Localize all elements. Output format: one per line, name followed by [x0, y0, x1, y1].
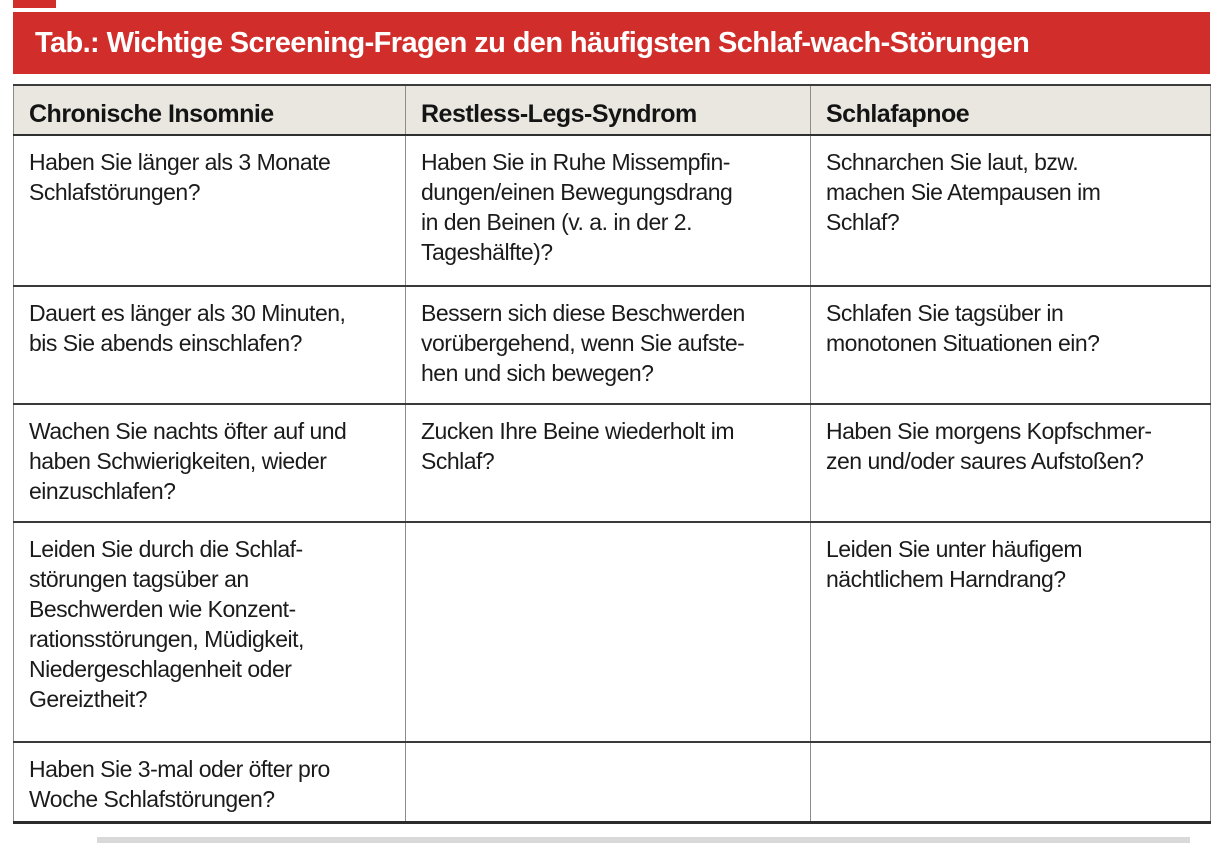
screening-questions-table: [13, 84, 1211, 824]
cell-rls-empty-1: [406, 522, 811, 742]
cell-insomnie-q1: Haben Sie länger als 3 Monate Schlafstörungen?: [14, 135, 406, 286]
cell-insomnie-q4: Leiden Sie durch die Schlaf- störungen tagsüber an Beschwerden wie Konzent- rationsstörungen, Müdigkeit, Niedergeschlagenheit oder Gereiztheit?: [14, 522, 406, 742]
cell-insomnie-q2: Dauert es länger als 30 Minuten, bis Sie abends einschlafen?: [14, 286, 406, 404]
top-edge-artifact: [13, 0, 56, 8]
cell-insomnie-q5: Haben Sie 3-mal oder öfter pro Woche Schlafstörungen?: [14, 742, 406, 822]
cell-rls-empty-2: [406, 742, 811, 822]
cell-rls-q1: Haben Sie in Ruhe Missempfin- dungen/einen Bewegungsdrang in den Beinen (v. a. in der 2. Tageshälfte)?: [406, 135, 811, 286]
column-header-chronische-insomnie: Chronische Insomnie: [14, 85, 406, 135]
table-row: [14, 742, 1211, 822]
cell-rls-q3: Zucken Ihre Beine wiederholt im Schlaf?: [406, 404, 811, 522]
column-header-row: [14, 85, 1211, 135]
cell-apnoe-q4: Leiden Sie unter häufigem nächtlichem Harndrang?: [811, 522, 1211, 742]
bottom-edge-artifact: [97, 837, 1190, 843]
column-header-schlafapnoe: Schlafapnoe: [811, 85, 1211, 135]
table-row: [14, 286, 1211, 404]
table-row: [14, 135, 1211, 286]
table-row: [14, 522, 1211, 742]
cell-apnoe-q1: Schnarchen Sie laut, bzw. machen Sie Atempausen im Schlaf?: [811, 135, 1211, 286]
cell-apnoe-q2: Schlafen Sie tagsüber in monotonen Situationen ein?: [811, 286, 1211, 404]
cell-rls-q2: Bessern sich diese Beschwerden vorübergehend, wenn Sie aufste- hen und sich bewegen?: [406, 286, 811, 404]
column-header-restless-legs-syndrom: Restless-Legs-Syndrom: [406, 85, 811, 135]
cell-insomnie-q3: Wachen Sie nachts öfter auf und haben Schwierigkeiten, wieder einzuschlafen?: [14, 404, 406, 522]
table-title: Tab.: Wichtige Screening-Fragen zu den häufigsten Schlaf-wach-Störungen: [35, 26, 1030, 59]
table-title-bar: [13, 12, 1210, 74]
cell-apnoe-q3: Haben Sie morgens Kopfschmer- zen und/oder saures Aufstoßen?: [811, 404, 1211, 522]
cell-apnoe-empty-1: [811, 742, 1211, 822]
table-row: [14, 404, 1211, 522]
